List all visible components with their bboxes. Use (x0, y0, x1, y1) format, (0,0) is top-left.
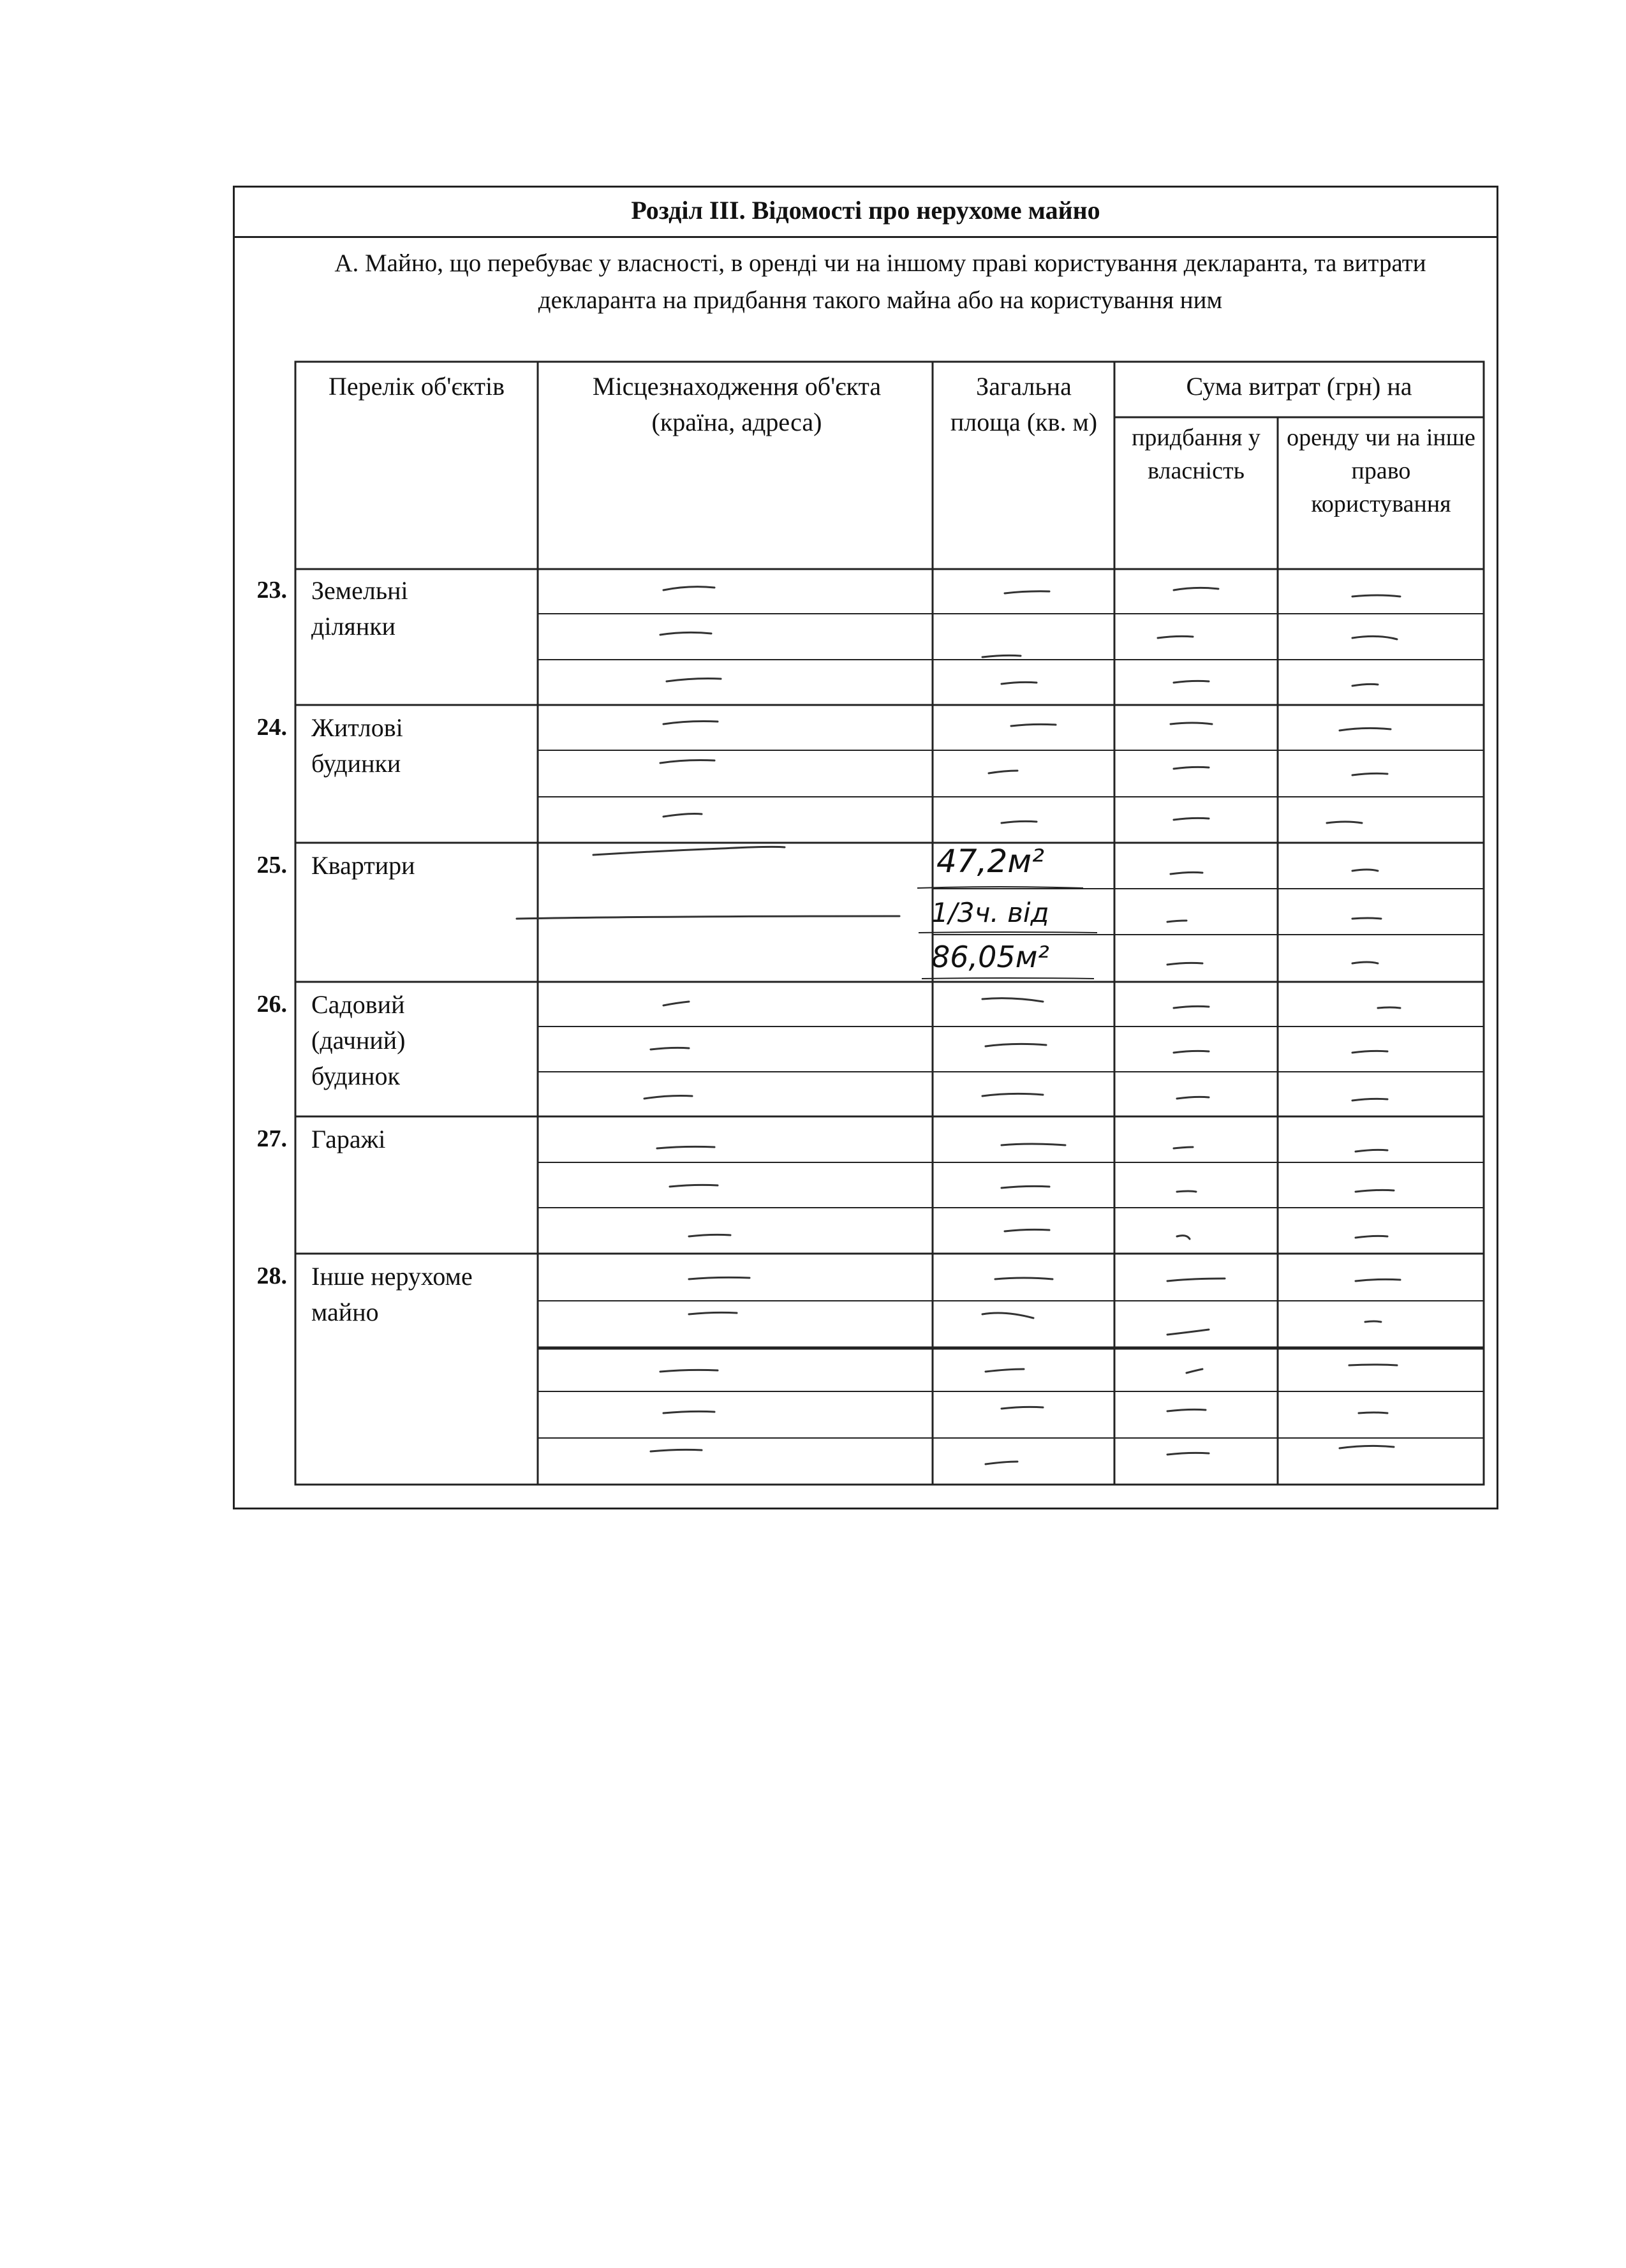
row-number: 25. (256, 852, 287, 878)
row-label-garages: Гаражі (311, 1125, 386, 1153)
row-label-houses: Житлові будинки (311, 713, 403, 778)
row-label-other: Інше нерухоме майно (311, 1262, 473, 1326)
subsection-title: А. Майно, що перебуває у власності, в оренді чи на іншому праві користування декларанта, та витрати декларанта на придбання такого майна або на користування ним (334, 249, 1426, 314)
section-title: Розділ ІІІ. Відомості про нерухоме майно (631, 196, 1100, 225)
row-label-apartments: Квартири (311, 851, 415, 880)
column-header-rent: оренду чи на інше право користування (1287, 424, 1475, 517)
handwritten-dashes (517, 587, 1400, 1464)
row-number: 26. (256, 991, 287, 1018)
row-label-land: Земельні ділянки (311, 576, 408, 641)
row-label-garden-house: Садовий (дачний) будинок (311, 990, 406, 1090)
column-header-purchase: придбання у власність (1132, 424, 1260, 484)
column-header-objects: Перелік об'єктів (328, 372, 505, 401)
column-header-location: Місцезнаходження об'єкта (країна, адреса) (592, 372, 882, 436)
column-header-expenses: Сума витрат (грн) на (1186, 372, 1412, 401)
apartment-area-full: 86,05м² (931, 940, 1049, 974)
row-number: 27. (256, 1125, 287, 1152)
column-header-area: Загальна площа (кв. м) (950, 372, 1098, 436)
apartment-area-total: 47,2м² (936, 843, 1045, 880)
row-number: 23. (256, 577, 287, 604)
row-number: 28. (256, 1263, 287, 1289)
apartment-area-share: 1/3ч. від (931, 897, 1049, 928)
row-number: 24. (256, 714, 287, 741)
